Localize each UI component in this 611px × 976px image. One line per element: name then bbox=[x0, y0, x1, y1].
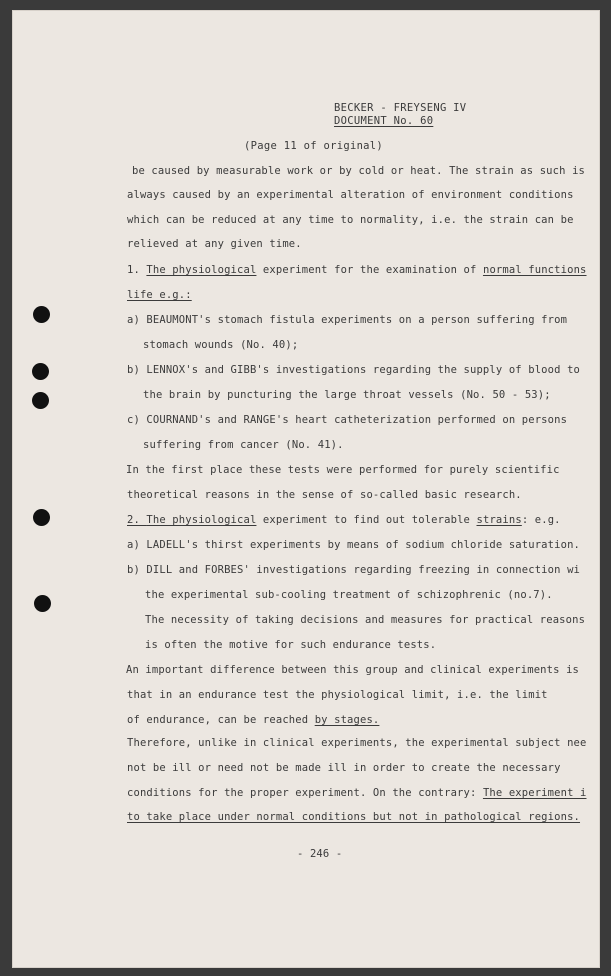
body-line bbox=[127, 786, 586, 800]
emphasis: The physiological bbox=[146, 514, 257, 526]
emphasis: The physiological bbox=[146, 264, 257, 276]
text-run: experiment to find out tolerable bbox=[256, 514, 477, 526]
document-number: DOCUMENT No. 60 bbox=[334, 115, 434, 127]
section-1-heading bbox=[127, 263, 587, 277]
punch-hole bbox=[32, 363, 49, 380]
list-item-c: c) COURNAND's and RANGE's heart catheterization performed on persons bbox=[127, 414, 568, 426]
body-line: In the first place these tests were performed for purely scientific bbox=[126, 464, 560, 476]
punch-hole bbox=[33, 509, 50, 526]
list-item-cont: the experimental sub-cooling treatment of schizophrenic (no.7). bbox=[145, 589, 553, 601]
page-number: - 246 - bbox=[297, 848, 343, 860]
case-title: BECKER - FREYSENG IV bbox=[334, 102, 467, 114]
emphasis: The experiment i bbox=[482, 787, 587, 799]
text-run: : e.g. bbox=[521, 514, 561, 526]
body-line: always caused by an experimental alteration of environment conditions bbox=[127, 189, 574, 201]
emphasis: normal functions bbox=[482, 264, 587, 276]
body-line: Therefore, unlike in clinical experiments, the experimental subject nee bbox=[127, 737, 587, 749]
document-page bbox=[12, 10, 600, 968]
body-line: An important difference between this group and clinical experiments is bbox=[126, 664, 580, 676]
body-line: that in an endurance test the physiological limit, i.e. the limit bbox=[127, 689, 548, 701]
list-item-cont: suffering from cancer (No. 41). bbox=[143, 439, 344, 451]
section-number: 2. bbox=[127, 514, 147, 526]
body-line: which can be reduced at any time to normality, i.e. the strain can be bbox=[127, 214, 574, 226]
punch-hole bbox=[32, 392, 49, 409]
body-line: to take place under normal conditions but not in pathological regions. bbox=[127, 811, 581, 823]
emphasis: strains bbox=[476, 514, 522, 526]
body-line: relieved at any given time. bbox=[127, 238, 302, 250]
list-item-b: b) LENNOX's and GIBB's investigations regarding the supply of blood to bbox=[127, 364, 581, 376]
punch-hole bbox=[34, 595, 51, 612]
body-line bbox=[127, 713, 379, 727]
list-item-cont: The necessity of taking decisions and measures for practical reasons bbox=[145, 614, 586, 626]
list-item-a: a) BEAUMONT's stomach fistula experiments on a person suffering from bbox=[127, 314, 568, 326]
text-run: of endurance, can be reached bbox=[127, 714, 315, 726]
page-note: (Page 11 of original) bbox=[244, 140, 384, 152]
section-number: 1. bbox=[127, 264, 147, 276]
body-line: not be ill or need not be made ill in order to create the necessary bbox=[127, 762, 561, 774]
section-1-heading-cont: life e.g.: bbox=[127, 289, 192, 301]
list-item-cont: is often the motive for such endurance tests. bbox=[145, 639, 437, 651]
list-item-cont: the brain by puncturing the large throat vessels (No. 50 - 53); bbox=[143, 389, 551, 401]
body-line: be caused by measurable work or by cold or heat. The strain as such is bbox=[132, 165, 586, 177]
body-line: theoretical reasons in the sense of so-called basic research. bbox=[127, 489, 522, 501]
punch-hole bbox=[33, 306, 50, 323]
list-item-b: b) DILL and FORBES' investigations regarding freezing in connection wi bbox=[127, 564, 581, 576]
list-item-a: a) LADELL's thirst experiments by means of sodium chloride saturation. bbox=[127, 539, 581, 551]
list-item-cont: stomach wounds (No. 40); bbox=[143, 339, 299, 351]
section-2-heading bbox=[127, 513, 561, 527]
text-run: experiment for the examination of bbox=[256, 264, 483, 276]
text-run: conditions for the proper experiment. On the contrary: bbox=[127, 787, 483, 799]
emphasis: by stages. bbox=[314, 714, 380, 726]
